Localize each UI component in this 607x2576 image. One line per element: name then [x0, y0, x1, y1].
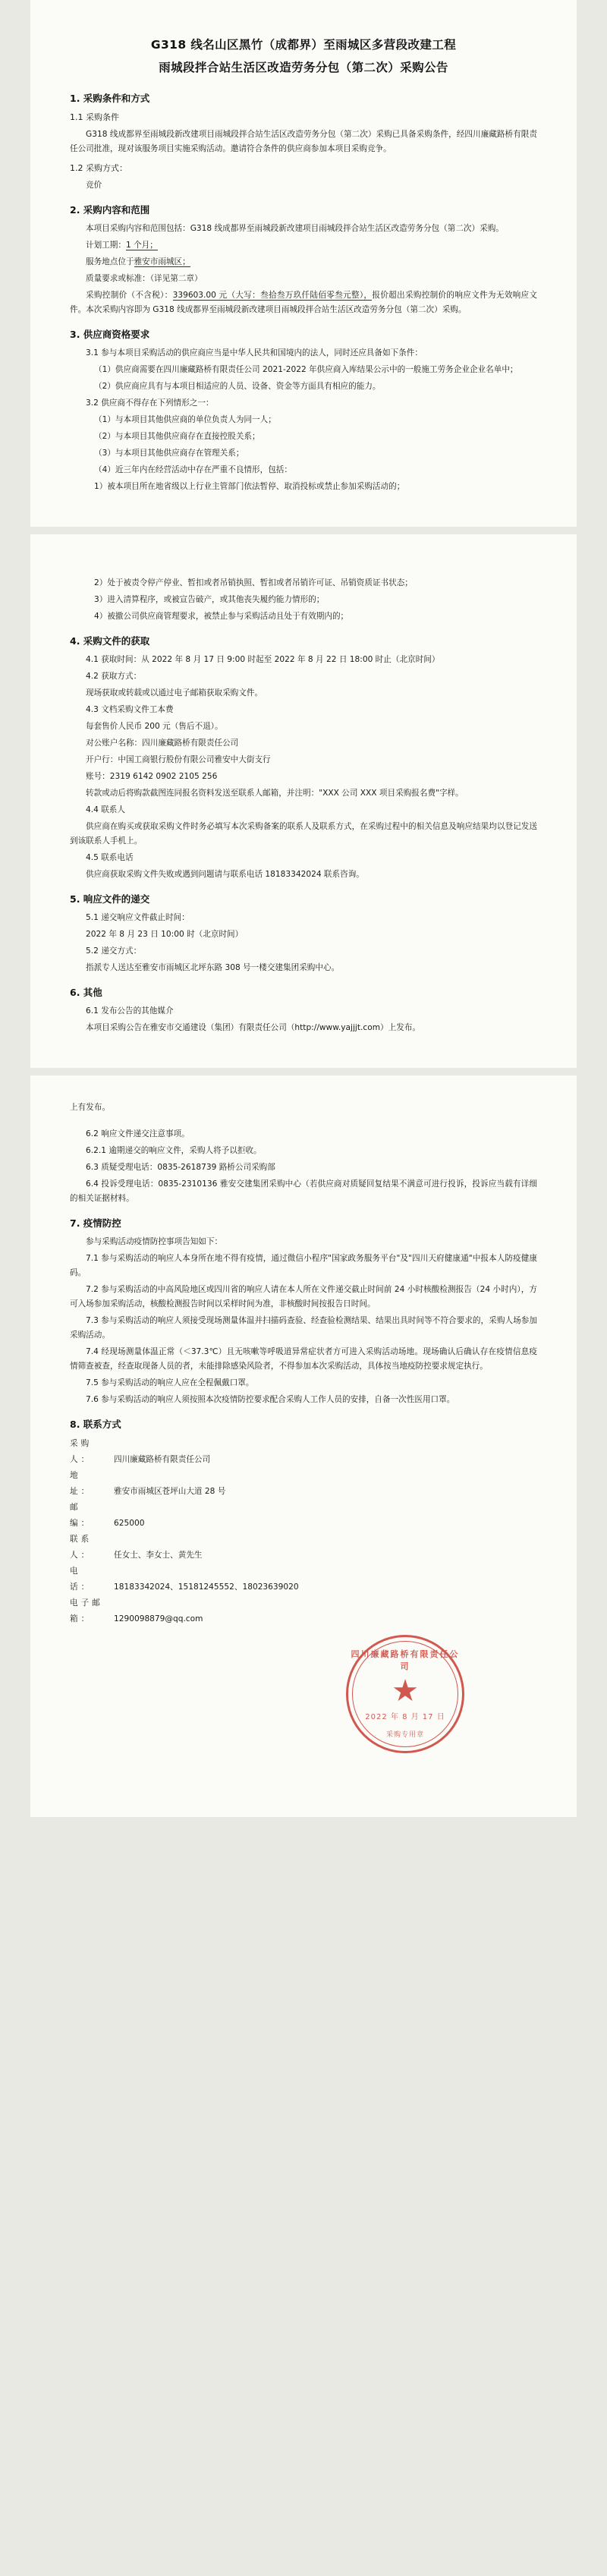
section-4-4-text: 供应商在购买或获取采购文件时务必填写本次采购备案的联系人及联系方式，在采购过程中的相关信息及响应结果均以登记发送到该联系人手机上。 [70, 822, 537, 846]
signature-stamp-area [70, 1627, 537, 1771]
section-2-row-1 [70, 255, 537, 269]
section-heading-3: 3. 供应商资格要求 [70, 329, 150, 340]
seal-star-icon: ★ [392, 1673, 419, 1708]
title-line-1: G318 线名山区黑竹（成都界）至雨城区多营段改建工程 [150, 38, 457, 52]
row-2-value: （详见第二章） [149, 274, 203, 283]
section-7-item-5: 7.6 参与采购活动的响应人须按照本次疫情防控要求配合采购人工作人员的安排，自备一次性医用口罩。 [86, 1395, 455, 1404]
row-1-value: 雅安市雨城区； [134, 257, 190, 266]
control-price-value: 339603.00 元（大写：叁拾叁万玖仟陆佰零叁元整）， [172, 291, 373, 300]
contact-value-2: 625000 [114, 1519, 145, 1528]
section-3-2-item-2: （3）与本项目其他供应商存在管理关系； [94, 449, 244, 458]
contact-row-5 [70, 1595, 537, 1627]
section-3-1-item-0: （1）供应商需要在四川廉藏路桥有限责任公司 2021-2022 年供应商入库结果公示中的一般施工劳务企业企业名单中； [94, 365, 518, 374]
company-seal-stamp [346, 1635, 464, 1753]
section-2-intro: 本项目采购内容和范围包括：G318 线成都界至雨城段新改建项目雨城段拌合站生活区改造劳务分包（第二次）采购。 [86, 224, 504, 233]
contact-label-5: 电子邮箱： [70, 1598, 103, 1623]
contact-value-3: 任女士、李女士、黄先生 [114, 1551, 203, 1560]
page-carryover-note: 上有发布。 [70, 1103, 110, 1112]
section-7-item-1: 7.2 参与采购活动的中高风险地区或四川省的响应人请在本人所在文件递交截止时间前 24 小时核酸检测报告（24 小时内），方可入场参加采购活动，核酸检测报告时间以采样时间为准，非核酸时间按报告日时间。 [70, 1285, 537, 1308]
section-3-2-item-0: （1）与本项目其他供应商的单位负责人为同一人； [94, 415, 276, 424]
section-5-1-text: 2022 年 8 月 23 日 10:00 时（北京时间） [86, 930, 244, 939]
row-0-value: 1 个月； [125, 241, 158, 250]
section-4-5-text: 供应商获取采购文件失败或遇到问题请与联系电话 18183342024 联系咨询。 [86, 870, 364, 879]
section-2-row-2 [70, 272, 537, 286]
account-bank: 开户行：中国工商银行股份有限公司雅安中大街支行 [86, 755, 271, 764]
contact-label-2: 邮 编： [70, 1503, 93, 1528]
section-6-4: 6.4 投诉受理电话：0835-2310136 雅安交建集团采购中心（若供应商对质疑回复结果不满意可进行投诉，投诉应当载有详细的相关证据材料。 [70, 1179, 537, 1203]
document-sheet-3 [30, 1075, 577, 1817]
section-7-item-4: 7.5 参与采购活动的响应人应在全程佩戴口罩。 [86, 1378, 254, 1387]
section-3-2-item-3: （4）近三年内在经营活动中存在严重不良情形，包括： [94, 465, 292, 474]
section-4-3-text: 每套售价人民币 200 元（售后不退）。 [86, 722, 223, 731]
document-sheet-1 [30, 0, 577, 527]
section-6-3: 6.3 质疑受理电话：0835-2618739 路桥公司采购部 [86, 1163, 275, 1172]
section-7-item-0: 7.1 参与采购活动的响应人本身所在地不得有疫情，通过微信小程序"国家政务服务平台"及"四川天府健康通"中报本人防疫健康码。 [70, 1254, 537, 1277]
section-3-2: 3.2 供应商不得存在下列情形之一： [86, 398, 214, 408]
section-2-control-price [70, 288, 537, 317]
section-6-1-text: 本项目采购公告在雅安市交通建设（集团）有限责任公司（http://www.yajjjt.com）上发布。 [86, 1023, 420, 1032]
account-name: 对公账户名称：四川廉藏路桥有限责任公司 [86, 738, 239, 748]
section-heading-8: 8. 联系方式 [70, 1419, 121, 1430]
section-7-intro: 参与采购活动疫情防控事项告知如下： [86, 1237, 223, 1246]
seal-date: 2022 年 8 月 17 日 [365, 1713, 445, 1721]
section-1-1-text: G318 线成都界至雨城段新改建项目雨城段拌合站生活区改造劳务分包（第二次）采购已具备采购条件，经四川廉藏路桥有限责任公司批准，现对该服务项目实施采购活动。邀请符合条件的供应商参加本项目采购竞争。 [70, 130, 537, 153]
page-title [70, 33, 537, 79]
contact-label-0: 采购人： [70, 1439, 93, 1464]
section-7-item-2: 7.3 参与采购活动的响应人须接受现场测量体温并扫描码查验、经查验检测结果、结果出具时间等不符合要求的，采购人场参加采购活动。 [70, 1316, 537, 1340]
section-3-2-item-1: （2）与本项目其他供应商存在直接控股关系； [94, 432, 260, 441]
section-heading-5: 5. 响应文件的递交 [70, 893, 150, 905]
section-3-1: 3.1 参与本项目采购活动的供应商应当是中华人民共和国境内的法人，同时还应具备如下条件： [86, 348, 423, 357]
section-4-4: 4.4 联系人 [86, 805, 125, 814]
contact-value-1: 雅安市雨城区苍坪山大道 28 号 [114, 1487, 226, 1496]
title-line-2: 雨城段拌合站生活区改造劳务分包（第二次）采购公告 [159, 61, 448, 74]
section-heading-4: 4. 采购文件的获取 [70, 635, 150, 647]
section-3-2-sub-1: 1）被本项目所在地省级以上行业主管部门依法暂停、取消投标或禁止参加采购活动的； [94, 482, 405, 491]
section-4-2-text: 现场获取或转载或以通过电子邮箱获取采购文件。 [86, 688, 263, 698]
section-5-1: 5.1 递交响应文件截止时间： [86, 913, 190, 922]
contact-label-3: 联系人： [70, 1535, 93, 1560]
section-1-2-text: 竞价 [86, 181, 102, 190]
seal-company-name: 四川廉藏路桥有限责任公司 [351, 1649, 460, 1671]
section-3-2-sub-4: 4）被撤公司供应商管理要求，被禁止参与采购活动且处于有效期内的； [94, 612, 349, 621]
section-1-2-label: 1.2 采购方式： [70, 163, 127, 173]
contact-row-2 [70, 1500, 537, 1532]
section-4-5: 4.5 联系电话 [86, 853, 134, 862]
contact-value-5: 1290098879@qq.com [114, 1614, 203, 1623]
section-heading-7: 7. 疫情防控 [70, 1217, 121, 1229]
section-heading-6: 6. 其他 [70, 987, 102, 998]
section-6-2-1: 6.2.1 逾期递交的响应文件，采购人将予以拒收。 [86, 1146, 262, 1155]
contact-value-4: 18183342024、15181245552、18023639020 [114, 1582, 299, 1592]
section-heading-1: 1. 采购条件和方式 [70, 93, 150, 104]
row-2-label: 质量要求或标准： [86, 274, 150, 283]
section-6-1: 6.1 发布公告的其他媒介 [86, 1006, 174, 1016]
row-0-label: 计划工期： [86, 241, 126, 250]
contact-value-0: 四川廉藏路桥有限责任公司 [114, 1455, 211, 1464]
section-4-3-note: 转款或动后将购款截图连同报名资料发送至联系人邮箱，并注明："XXX 公司 XXX 项目采购报名费"字样。 [86, 789, 464, 798]
section-3-2-sub-2: 2）处于被责令停产停业、暂扣或者吊销执照、暂扣或者吊销许可证、吊销资质证书状态； [94, 578, 413, 587]
section-3-1-item-1: （2）供应商应具有与本项目相适应的人员、设备、资金等方面具有相应的能力。 [94, 382, 381, 391]
row-1-label: 服务地点位于 [86, 257, 134, 266]
contact-row-0 [70, 1436, 537, 1468]
section-heading-2: 2. 采购内容和范围 [70, 204, 150, 216]
contact-label-4: 电 话： [70, 1567, 93, 1592]
section-7-item-3: 7.4 经现场测量体温正常（＜37.3℃）且无咳嗽等呼吸道异常症状者方可进入采购活动场地。现场确认后确认存在疫情信息疫情筛查被查，经查取现备人员的者，未能排除感染风险者，不得参加本次采购活动，具体按当地疫防控要求规定执行。 [70, 1347, 537, 1371]
contact-label-1: 地 址： [70, 1471, 93, 1496]
contact-row-3 [70, 1532, 537, 1564]
section-6-2: 6.2 响应文件递交注意事项。 [86, 1129, 190, 1138]
contact-row-4 [70, 1564, 537, 1595]
section-4-2: 4.2 获取方式： [86, 672, 142, 681]
seal-purpose-text: 采购专用章 [385, 1731, 424, 1739]
section-5-2: 5.2 递交方式： [86, 946, 142, 956]
section-2-row-0 [70, 238, 537, 253]
section-1-1-label: 1.1 采购条件 [70, 112, 119, 122]
account-number: 账号：2319 6142 0902 2105 256 [86, 772, 218, 781]
section-4-1: 4.1 获取时间：从 2022 年 8 月 17 日 9:00 时起至 2022 年 8 月 22 日 18:00 时止（北京时间） [86, 655, 440, 664]
section-4-3: 4.3 文档采购文件工本费 [86, 705, 174, 714]
contact-row-1 [70, 1468, 537, 1500]
document-sheet-2 [30, 534, 577, 1068]
control-price-tail: 报价超出采购控制价的响应文件为无效响应文件。本次采购内容即为 G318 线成都界至雨城段新改建项目雨城段拌合站生活区改造劳务分包（第二次）采购。 [70, 291, 538, 314]
section-5-2-text: 指派专人送达至雅安市雨城区北坪东路 308 号一楼交建集团采购中心。 [86, 963, 340, 972]
control-price-label: 采购控制价（不含税）： [86, 291, 173, 300]
section-3-2-sub-3: 3）进入清算程序，或被宣告破产，或其他丧失履约能力情形的； [94, 595, 325, 604]
